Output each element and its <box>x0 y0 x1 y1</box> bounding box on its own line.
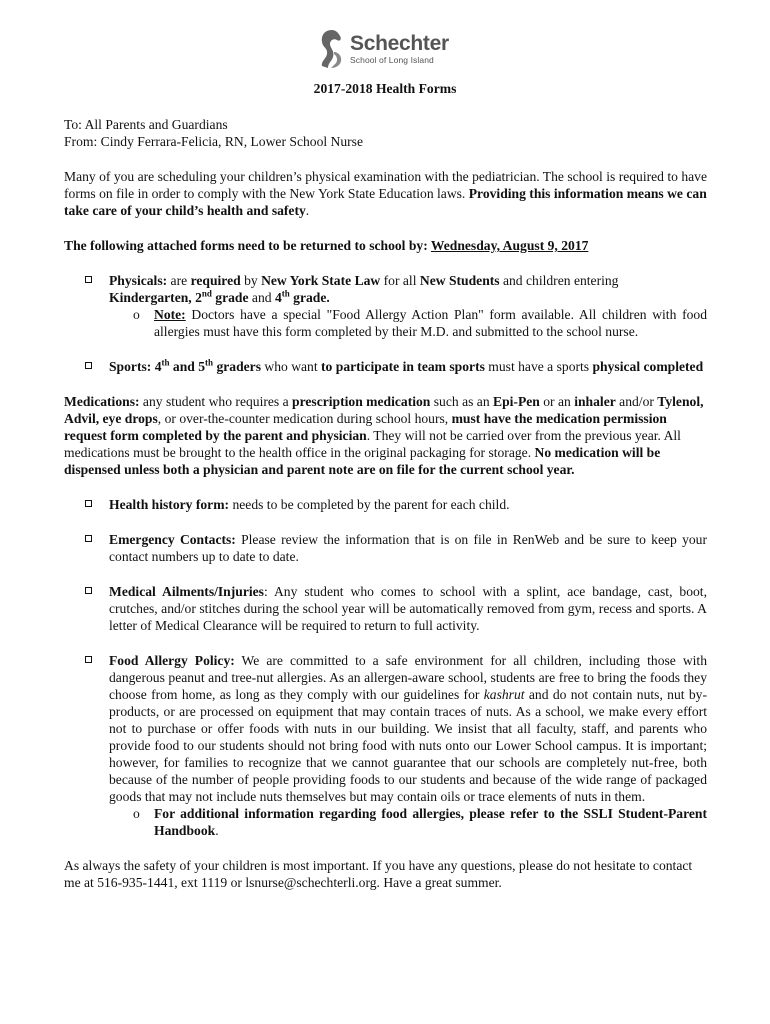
physicals-item: Physicals: are required by New York State Law for all New Students and children entering Kindergarten, 2nd grade and 4th grade. o Note: Doctors have a special "Food Allergy Action Plan" form available. All children with food allergies must have this form completed by their M.D. and submitted to the school nurse. <box>64 272 707 340</box>
logo-name: Schechter <box>350 32 449 56</box>
medical-ailments-item: Medical Ailments/Injuries: Any student who comes to school with a splint, ace bandage, cast, boot, crutches, and/or stitches during the school year will be automatically removed from gym, recess and sports. A letter of Medical Clearance will be required to return to full activity. <box>64 583 707 634</box>
checkbox-bullet-icon <box>85 500 92 507</box>
food-allergy-note: o For additional information regarding food allergies, please refer to the SSLI Student-Parent Handbook. <box>133 806 707 838</box>
logo-subtitle: School of Long Island <box>350 55 434 66</box>
deadline-line: The following attached forms need to be returned to school by: Wednesday, August 9, 2017 <box>64 238 589 253</box>
checkbox-bullet-icon <box>85 362 92 369</box>
food-allergy-item: Food Allergy Policy: We are committed to a safe environment for all children, including those with dangerous peanut and tree-nut allergies. As an allergen-aware school, students are free to bring the foods they choose from home, as long as they comply with our guidelines for kashrut and do not contain nuts, nut by-products, or are processed on equipment that may contain traces of nuts. As a school, we make every effort not to purchase or offer foods with nuts in our building. We insist that all faculty, staff, and parents who provide food to our students should not bring food with nuts onto our Lower School campus. It is important; however, for families to recognize that we cannot guarantee that our schools are completely nut-free, both because of the number of people providing foods to our students and because of the wide range of packaged goods that may not include nuts themselves but may contain oils or trace elements of nuts in them. o For additional information regarding food allergies, please refer to the SSLI Student-Parent Handbook. <box>64 652 707 839</box>
checkbox-bullet-icon <box>85 587 92 594</box>
checkbox-bullet-icon <box>85 276 92 283</box>
emergency-contacts-item: Emergency Contacts: Please review the information that is on file in RenWeb and be sure to keep your contact numbers up to date to date. <box>64 531 707 565</box>
to-line: To: All Parents and Guardians <box>64 117 228 132</box>
physicals-note: o Note: Doctors have a special "Food Allergy Action Plan" form available. All children with food allergies must have this form completed by their M.D. and submitted to the school nurse. <box>133 307 707 339</box>
health-history-item: Health history form: needs to be completed by the parent for each child. <box>64 496 707 513</box>
school-logo <box>318 28 449 70</box>
sports-item: Sports: 4th and 5th graders who want to participate in team sports must have a sports physical completed <box>64 358 707 375</box>
circle-bullet-icon: o <box>133 307 140 322</box>
from-line: From: Cindy Ferrara-Felicia, RN, Lower School Nurse <box>64 134 364 149</box>
letter-body <box>64 116 707 891</box>
checkbox-bullet-icon <box>85 535 92 542</box>
checkbox-bullet-icon <box>85 656 92 663</box>
intro-paragraph: Many of you are scheduling your children’s physical examination with the pediatrician. The school is required to have forms on file in order to comply with the New York State Education laws. Providing this information means we can take care of your child’s health and safety. <box>64 169 708 218</box>
closing-paragraph: As always the safety of your children is most important. If you have any questions, please do not hesitate to contact me at 516-935-1441, ext 1119 or lsnurse@schechterli.org. Have a great summer. <box>64 858 693 890</box>
deadline-date: Wednesday, August 9, 2017 <box>430 238 589 253</box>
document-title: 2017-2018 Health Forms <box>313 81 457 96</box>
medications-paragraph: Medications: any student who requires a prescription medication such as an Epi-Pen or an inhaler and/or Tylenol, Advil, eye drops, or over-the-counter medication during school hours, must have the medication permission request form completed by the parent and physician. They will not be carried over from the previous year. All medications must be brought to the health office in the original packaging for storage. No medication will be dispensed unless both a physician and parent note are on file for the current school year. <box>64 394 704 477</box>
circle-bullet-icon: o <box>133 806 140 821</box>
logo-text <box>350 33 449 65</box>
lion-crest-icon <box>318 28 346 70</box>
